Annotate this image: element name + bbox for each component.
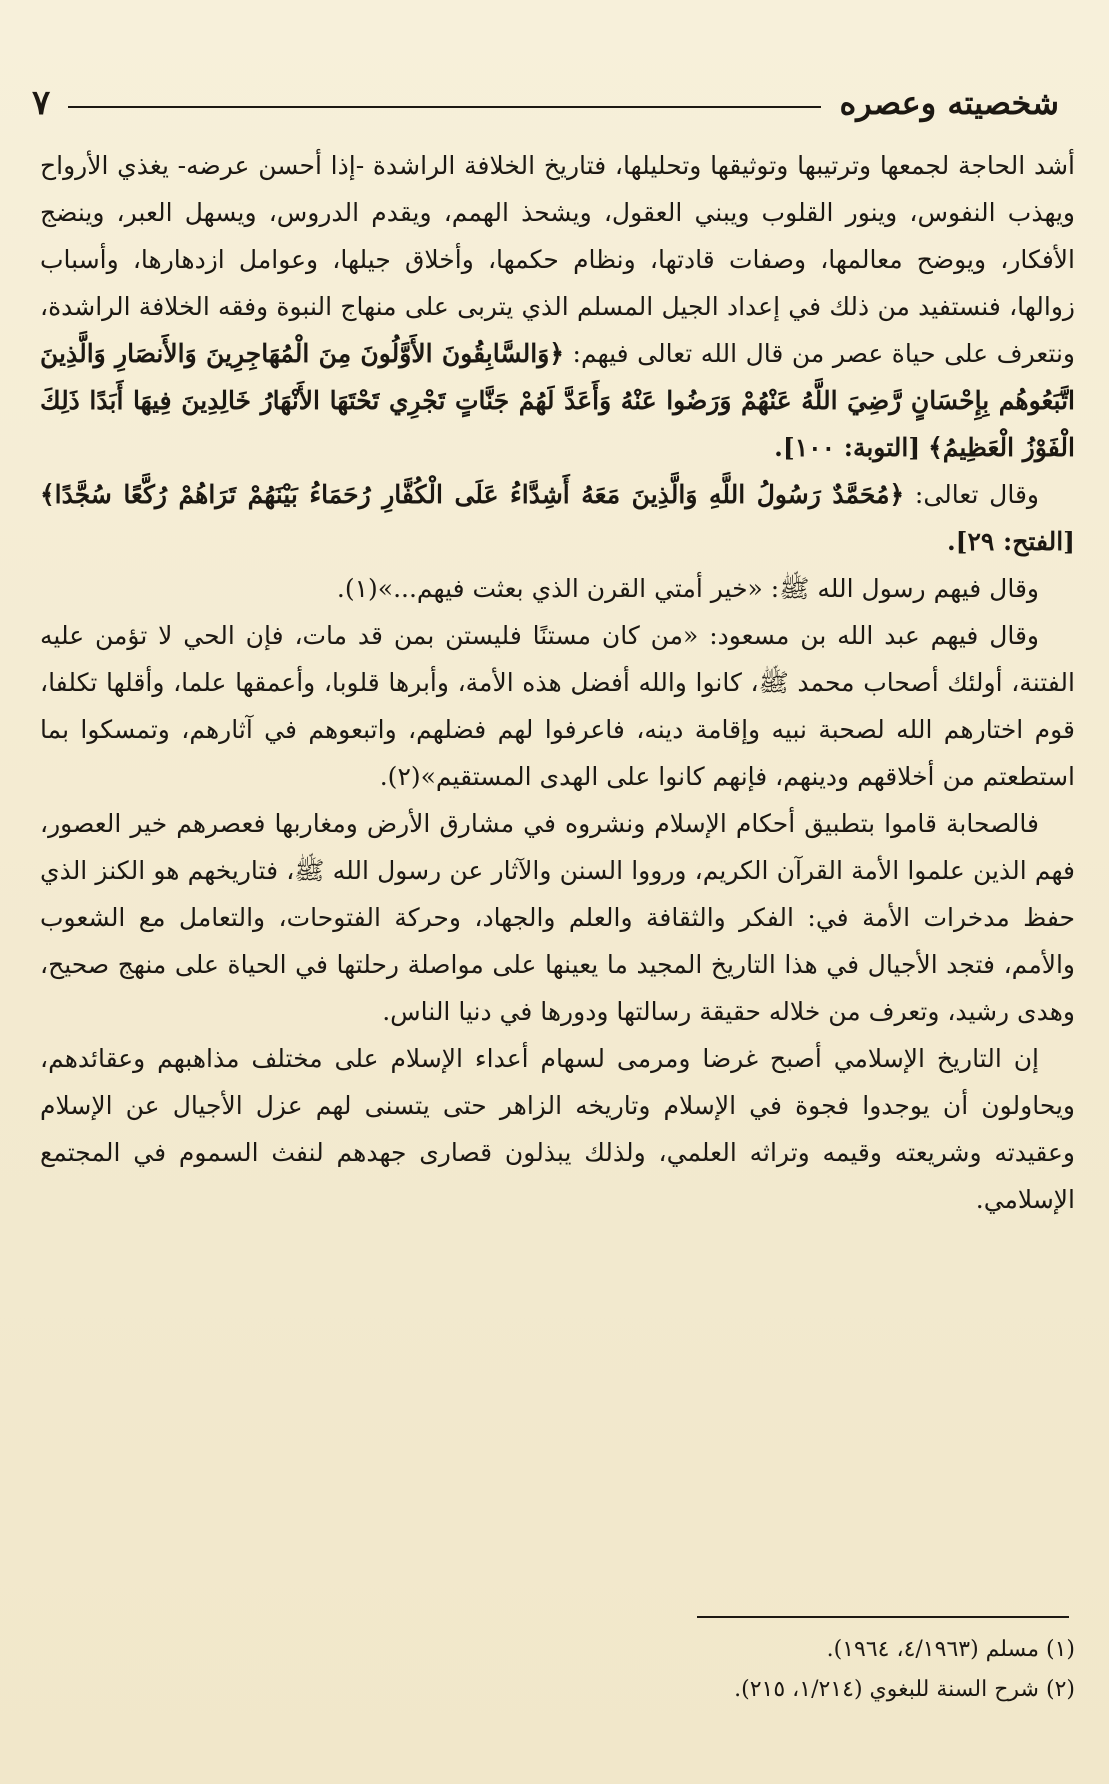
footnotes <box>455 1630 1075 1710</box>
footnote: (٢) شرح السنة للبغوي (١/٢١٤، ٢١٥). <box>734 1677 1075 1702</box>
footnote-rule <box>697 1616 1069 1618</box>
footnote: (١) مسلم (٤/١٩٦٣، ١٩٦٤). <box>826 1637 1075 1662</box>
verse-reference: [الفتح: ٢٩]. <box>946 527 1075 556</box>
page-header <box>28 78 1059 128</box>
verse-reference: [التوبة: ١٠٠]. <box>774 433 921 462</box>
page-number: ٧ <box>32 83 51 123</box>
paragraph: إن التاريخ الإسلامي أصبح غرضا ومرمى لسهام أعداء الإسلام على مختلف مذاهبهم وعقائدهم، ويحاولون أن يوجدوا فجوة في الإسلام وتاريخه الزاهر حتى يتسنى لهم عزل الأجيال عن الإسلام وعقيدته وشريعته وقيمه وتراثه العلمي، ولذلك يبذلون قصارى جهدهم لنفث السموم في المجتمع الإسلامي. <box>40 1044 1075 1214</box>
paragraph <box>40 471 1075 565</box>
quran-verse: ﴿وَالسَّابِقُونَ الأَوَّلُونَ مِنَ الْمُهَاجِرِينَ وَالأَنصَارِ وَالَّذِينَ اتَّبَعُوهُم بِإِحْسَانٍ رَّضِيَ اللَّهُ عَنْهُمْ وَرَضُوا عَنْهُ وَأَعَدَّ لَهُمْ جَنَّاتٍ تَجْرِي تَحْتَهَا الأَنْهَارُ خَالِدِينَ فِيهَا أَبَدًا ذَلِكَ الْفَوْزُ الْعَظِيمُ﴾ <box>40 339 1075 462</box>
paragraph: فالصحابة قاموا بتطبيق أحكام الإسلام ونشروه في مشارق الأرض ومغاربها فعصرهم خير العصور، فهم الذين علموا الأمة القرآن الكريم، ورووا السنن والآثار عن رسول الله ﷺ، فتاريخهم هو الكنز الذي حفظ مدخرات الأمة في: الفكر والثقافة والعلم والجهاد، وحركة الفتوحات، والتعامل مع الشعوب والأمم، فتجد الأجيال في هذا التاريخ المجيد ما يعينها على مواصلة رحلتها في الحياة على منهج صحيح، وهدى رشيد، وتعرف من خلاله حقيقة رسالتها ودورها في دنيا الناس. <box>40 809 1075 1026</box>
paragraph <box>40 142 1075 471</box>
quran-verse: ﴿مُحَمَّدٌ رَسُولُ اللَّهِ وَالَّذِينَ مَعَهُ أَشِدَّاءُ عَلَى الْكُفَّارِ رُحَمَاءُ بَيْنَهُمْ تَرَاهُمْ رُكَّعًا سُجَّدًا﴾ <box>40 480 905 509</box>
running-title: شخصيته وعصره <box>839 84 1059 122</box>
paragraph: وقال فيهم رسول الله ﷺ: «خير أمتي القرن الذي بعثت فيهم...»(١). <box>336 574 1039 603</box>
paragraph-text: أشد الحاجة لجمعها وترتيبها وتوثيقها وتحليلها، فتاريخ الخلافة الراشدة -إذا أحسن عرضه- يغذي الأرواح ويهذب النفوس، وينور القلوب ويبني العقول، ويشحذ الهمم، ويقدم الدروس، ويسهل العبر، وينضج الأفكار، ويوضح معالمها، وصفات قادتها، ونظام حكمها، وأخلاق جيلها، وعوامل ازدهارها، وأسباب زوالها، فنستفيد من ذلك في إعداد الجيل المسلم الذي يتربى على منهاج النبوة وفقه الخلافة الراشدة، ونتعرف على حياة عصر من قال الله تعالى فيهم: <box>40 151 1075 368</box>
main-text <box>40 142 1075 1223</box>
header-rule <box>68 106 821 108</box>
paragraph-text: وقال تعالى: <box>914 480 1039 509</box>
paragraph: وقال فيهم عبد الله بن مسعود: «من كان مستنًا فليستن بمن قد مات، فإن الحي لا تؤمن عليه الفتنة، أولئك أصحاب محمد ﷺ، كانوا والله أفضل هذه الأمة، وأبرها قلوبا، وأعمقها علما، وأقلها تكلفا، قوم اختارهم الله لصحبة نبيه وإقامة دينه، فاعرفوا لهم فضلهم، واتبعوهم في آثارهم، وتمسكوا بما استطعتم من أخلاقهم ودينهم، فإنهم كانوا على الهدى المستقيم»(٢). <box>40 621 1075 791</box>
